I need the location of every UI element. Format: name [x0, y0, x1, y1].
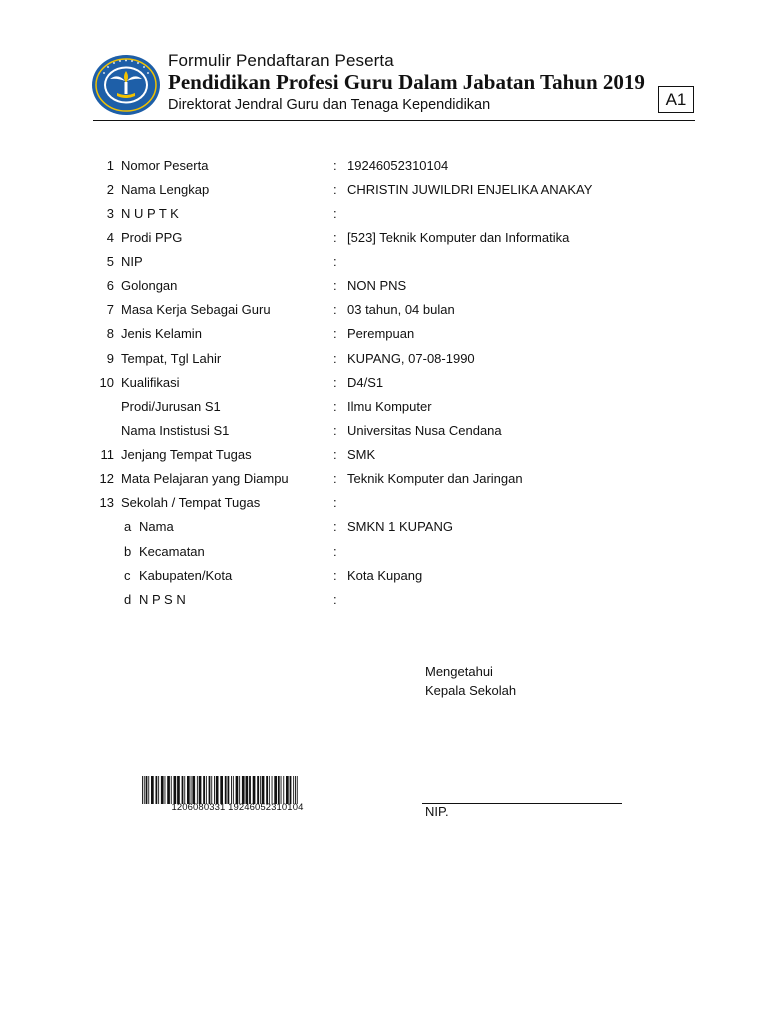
tut-wuri-handayani-logo-icon	[90, 53, 162, 117]
row-value: SMKN 1 KUPANG	[347, 519, 453, 534]
sub-letter: b	[124, 544, 132, 559]
row-tempat-tgl-lahir	[0, 349, 700, 369]
row-label: Prodi PPG	[121, 230, 183, 245]
row-label: Mata Pelajaran yang Diampu	[121, 471, 289, 486]
row-value: Kota Kupang	[347, 568, 423, 583]
row-value: 19246052310104	[347, 158, 449, 173]
row-label: Jenjang Tempat Tugas	[121, 447, 252, 462]
row-number: 3	[106, 206, 114, 221]
row-nama-institusi-s1	[0, 421, 700, 441]
header-divider	[93, 120, 695, 121]
row-sekolah-tempat-tugas	[0, 493, 700, 513]
row-number: 5	[106, 254, 114, 269]
row-value: [523] Teknik Komputer dan Informatika	[347, 230, 570, 245]
row-label: Kecamatan	[139, 544, 205, 559]
row-label: Jenis Kelamin	[121, 326, 202, 341]
row-colon: :	[333, 423, 337, 438]
row-masa-kerja	[0, 300, 700, 320]
nip-label: NIP.	[425, 804, 449, 819]
row-colon: :	[333, 158, 337, 173]
row-nomor-peserta	[0, 156, 700, 176]
sub-letter: d	[124, 592, 132, 607]
row-prodi-ppg	[0, 228, 700, 248]
sub-letter: a	[124, 519, 132, 534]
row-school-kecamatan	[0, 542, 700, 562]
row-label: Prodi/Jurusan S1	[121, 399, 221, 414]
row-nuptk	[0, 204, 700, 224]
form-title: Formulir Pendaftaran Peserta	[168, 51, 394, 70]
row-colon: :	[333, 495, 337, 510]
form-code-box: A1	[658, 86, 694, 113]
row-colon: :	[333, 447, 337, 462]
row-nama-lengkap	[0, 180, 700, 200]
row-value: Perempuan	[347, 326, 415, 341]
row-colon: :	[333, 471, 337, 486]
row-colon: :	[333, 278, 337, 293]
program-title: Pendidikan Profesi Guru Dalam Jabatan Tahun 2019	[168, 70, 645, 94]
row-value: KUPANG, 07-08-1990	[347, 351, 475, 366]
row-number: 2	[106, 182, 114, 197]
row-label: Nama	[139, 519, 174, 534]
row-value: SMK	[347, 447, 376, 462]
row-number: 13	[99, 495, 114, 510]
row-number: 1	[106, 158, 114, 173]
row-colon: :	[333, 375, 337, 390]
row-label: Nama Lengkap	[121, 182, 210, 197]
row-number: 11	[100, 447, 114, 462]
row-label: Kualifikasi	[121, 375, 180, 390]
row-jenjang-tempat-tugas	[0, 445, 700, 465]
row-colon: :	[333, 351, 337, 366]
row-label: Nama Instistusi S1	[121, 423, 230, 438]
row-kualifikasi	[0, 373, 700, 393]
row-number: 9	[106, 351, 114, 366]
row-colon: :	[333, 206, 337, 221]
row-label: Sekolah / Tempat Tugas	[121, 495, 261, 510]
row-number: 4	[106, 230, 114, 245]
row-mata-pelajaran	[0, 469, 700, 489]
principal-role-label: Kepala Sekolah	[425, 683, 517, 698]
row-value: NON PNS	[347, 278, 407, 293]
row-colon: :	[333, 568, 337, 583]
row-label: Golongan	[121, 278, 178, 293]
row-colon: :	[333, 544, 337, 559]
row-colon: :	[333, 592, 337, 607]
row-colon: :	[333, 399, 337, 414]
directorate-name: Direktorat Jendral Guru dan Tenaga Kependidikan	[168, 97, 491, 113]
row-colon: :	[333, 182, 337, 197]
row-label: Masa Kerja Sebagai Guru	[121, 302, 271, 317]
barcode-icon	[140, 776, 335, 804]
row-value: Universitas Nusa Cendana	[347, 423, 502, 438]
row-value: 03 tahun, 04 bulan	[347, 302, 455, 317]
row-colon: :	[333, 519, 337, 534]
row-number: 10	[99, 375, 114, 390]
signature-line	[422, 803, 622, 804]
row-label: Nomor Peserta	[121, 158, 209, 173]
row-label: N U P T K	[121, 206, 179, 221]
row-colon: :	[333, 302, 337, 317]
row-colon: :	[333, 230, 337, 245]
row-value: Teknik Komputer dan Jaringan	[347, 471, 523, 486]
row-school-npsn	[0, 590, 700, 610]
row-colon: :	[333, 254, 337, 269]
row-value: D4/S1	[347, 375, 384, 390]
acknowledged-label: Mengetahui	[425, 664, 493, 679]
row-jenis-kelamin	[0, 324, 700, 344]
barcode-number: 1206080331 19246052310104	[171, 802, 304, 813]
row-school-kabupaten-kota	[0, 566, 700, 586]
row-school-nama	[0, 517, 700, 537]
row-label: Tempat, Tgl Lahir	[121, 351, 222, 366]
row-number: 8	[106, 326, 114, 341]
row-label: Kabupaten/Kota	[139, 568, 233, 583]
row-label: NIP	[121, 254, 143, 269]
row-value: CHRISTIN JUWILDRI ENJELIKA ANAKAY	[347, 182, 593, 197]
row-golongan	[0, 276, 700, 296]
row-number: 12	[99, 471, 114, 486]
row-colon: :	[333, 326, 337, 341]
row-label: N P S N	[139, 592, 186, 607]
row-number: 6	[106, 278, 114, 293]
row-prodi-jurusan-s1	[0, 397, 700, 417]
row-nip	[0, 252, 700, 272]
row-number: 7	[106, 302, 114, 317]
sub-letter: c	[124, 568, 131, 583]
row-value: Ilmu Komputer	[347, 399, 432, 414]
